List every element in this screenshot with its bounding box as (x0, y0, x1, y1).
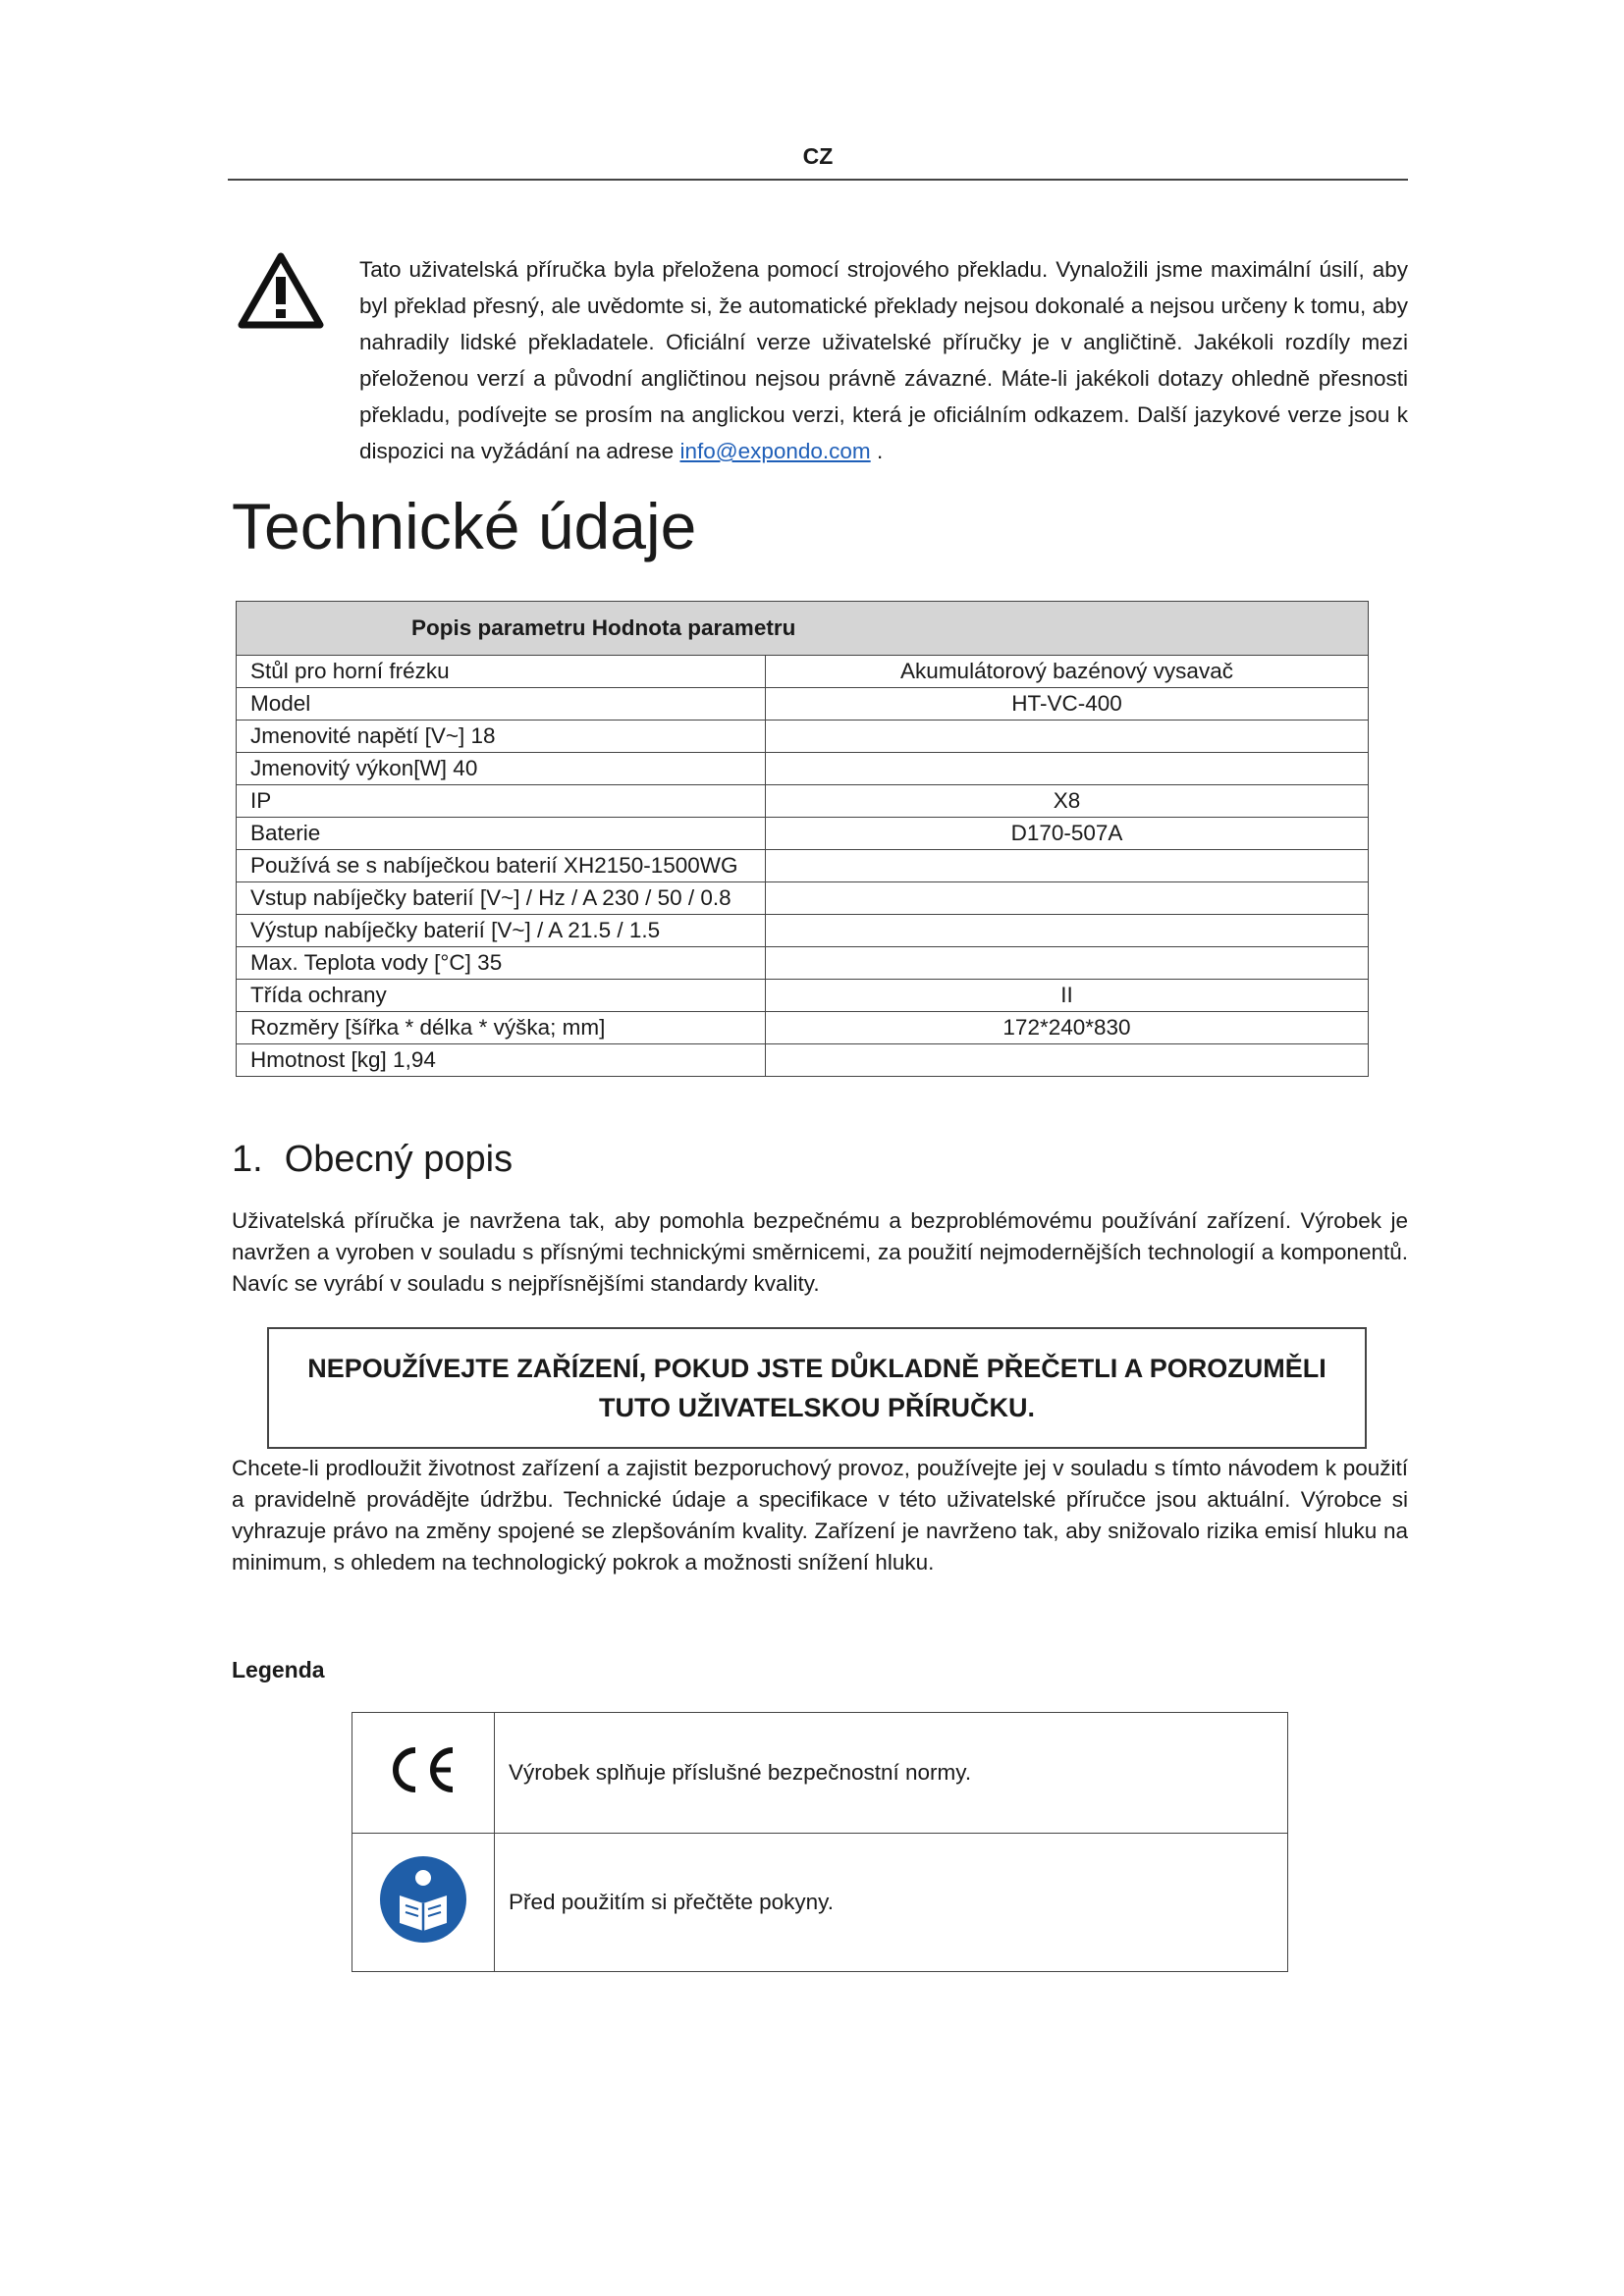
spec-label: Výstup nabíječky baterií [V~] / A 21.5 / 1.5 (237, 915, 766, 947)
legend-text: Výrobek splňuje příslušné bezpečnostní normy. (495, 1713, 1288, 1834)
read-manual-icon (378, 1854, 468, 1945)
spec-value: Akumulátorový bazénový vysavač (766, 656, 1369, 688)
email-link[interactable]: info@expondo.com (679, 439, 871, 463)
spec-row (237, 1012, 1369, 1044)
spec-row (237, 818, 1369, 850)
spec-row (237, 1044, 1369, 1077)
spec-value (766, 721, 1369, 753)
spec-row (237, 656, 1369, 688)
legend-text: Před použitím si přečtěte pokyny. (495, 1834, 1288, 1972)
spec-value: HT-VC-400 (766, 688, 1369, 721)
spec-label: Hmotnost [kg] 1,94 (237, 1044, 766, 1077)
legend-row (352, 1713, 1288, 1834)
legend-icon-cell (352, 1834, 495, 1972)
spec-row (237, 785, 1369, 818)
spec-row (237, 915, 1369, 947)
spec-row (237, 947, 1369, 980)
section-title: Obecný popis (284, 1139, 514, 1180)
spec-value (766, 947, 1369, 980)
spec-label: Model (237, 688, 766, 721)
spec-label: Stůl pro horní frézku (237, 656, 766, 688)
legend-title: Legenda (232, 1657, 325, 1682)
section-heading (232, 1139, 513, 1181)
maintenance-paragraph: Chcete-li prodloužit životnost zařízení a zajistit bezporuchový provoz, používejte jej v souladu s tímto návodem k použití a pravidelně provádějte údržbu. Technické údaje a specifikace v této uživatelské příručce jsou aktuální. Výrobce si vyhrazuje právo na změny spojené se zlepšováním kvality. Zařízení je navrženo tak, aby snižovalo rizika emisí hluku na minimum, s ohledem na technologický pokrok a možnosti snížení hluku. (232, 1456, 1408, 1575)
spec-row (237, 882, 1369, 915)
tech-data-title: Technické údaje (232, 490, 697, 562)
language-code: CZ (802, 143, 834, 169)
spec-row (237, 753, 1369, 785)
translation-notice-text: Tato uživatelská příručka byla přeložena pomocí strojového překladu. Vynaložili jsme maximální úsilí, aby byl překlad přesný, ale uvědomte si, že automatické překlady nejsou dokonalé a nejsou určeny k tomu, aby nahradily lidské překladatele. Oficiální verze uživatelské příručky je v angličtině. Jakékoli rozdíly mezi přeloženou verzí a původní angličtinou nejsou právně závazné. Máte-li jakékoli dotazy ohledně přesnosti překladu, podívejte se prosím na anglickou verzi, která je oficiálním odkazem. Další jazykové verze jsou k dispozici na vyžádání na adrese (359, 257, 1408, 463)
spec-value (766, 882, 1369, 915)
spec-label: Max. Teplota vody [°C] 35 (237, 947, 766, 980)
spec-header-text: Popis parametru Hodnota parametru (237, 602, 1369, 656)
translation-notice-tail: . (876, 439, 884, 463)
spec-label: Třída ochrany (237, 980, 766, 1012)
translation-notice (359, 251, 1408, 469)
page-header (228, 135, 1408, 181)
spec-label: Rozměry [šířka * délka * výška; mm] (237, 1012, 766, 1044)
spec-label: Jmenovité napětí [V~] 18 (237, 721, 766, 753)
spec-value: 172*240*830 (766, 1012, 1369, 1044)
spec-row (237, 688, 1369, 721)
spec-label: Vstup nabíječky baterií [V~] / Hz / A 230 / 50 / 0.8 (237, 882, 766, 915)
spec-value: D170-507A (766, 818, 1369, 850)
legend-row (352, 1834, 1288, 1972)
spec-label: Jmenovitý výkon[W] 40 (237, 753, 766, 785)
legend-table (352, 1712, 1288, 1972)
spec-row (237, 721, 1369, 753)
spec-value (766, 1044, 1369, 1077)
spec-value (766, 753, 1369, 785)
ce-mark-icon (386, 1744, 460, 1795)
spec-value: X8 (766, 785, 1369, 818)
section-number: 1. (232, 1139, 263, 1180)
legend-icon-cell (352, 1713, 495, 1834)
spec-table (236, 601, 1369, 1077)
spec-row (237, 850, 1369, 882)
spec-table-header (237, 602, 1369, 656)
general-description-paragraph: Uživatelská příručka je navržena tak, aby pomohla bezpečnému a bezproblémovému používání zařízení. Výrobek je navržen a vyroben v souladu s přísnými technickými směrnicemi, za použití nejmodernějších technologií a komponentů. Navíc se vyrábí v souladu s nejpřísnějšími standardy kvality. (232, 1208, 1408, 1296)
spec-value (766, 915, 1369, 947)
spec-label: Baterie (237, 818, 766, 850)
spec-value: II (766, 980, 1369, 1012)
spec-value (766, 850, 1369, 882)
warning-triangle-icon (238, 251, 324, 330)
spec-label: IP (237, 785, 766, 818)
spec-label: Používá se s nabíječkou baterií XH2150-1500WG (237, 850, 766, 882)
warning-box: NEPOUŽÍVEJTE ZAŘÍZENÍ, POKUD JSTE DŮKLADNĚ PŘEČETLI A POROZUMĚLI TUTO UŽIVATELSKOU PŘÍRUČKU. (267, 1327, 1367, 1449)
spec-row (237, 980, 1369, 1012)
